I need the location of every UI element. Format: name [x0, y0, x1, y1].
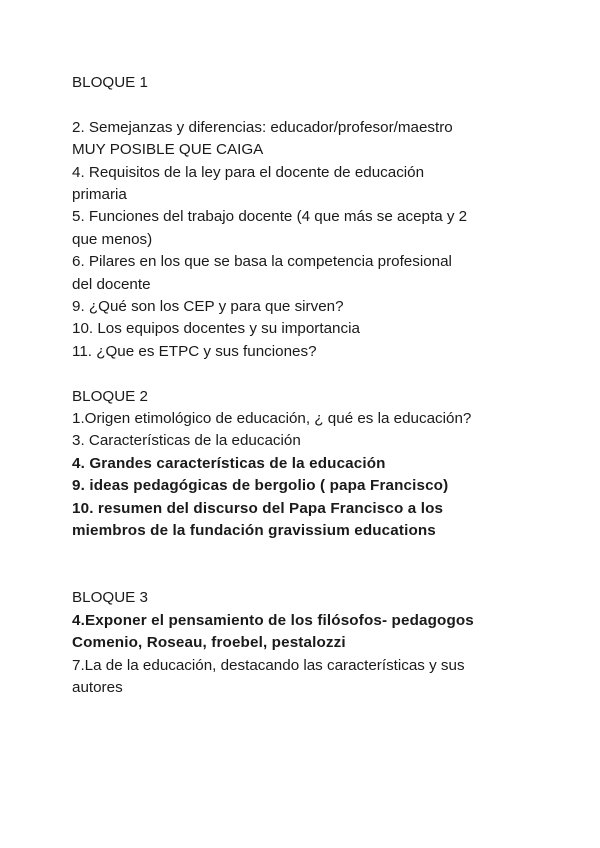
bloque-2-heading: BLOQUE 2: [72, 387, 148, 405]
bloque-2-item-10: 10. resumen del discurso del Papa Francisco a los: [72, 499, 444, 517]
bloque-2-item-4: 4. Grandes características de la educación: [72, 454, 386, 472]
spacer: [72, 543, 542, 588]
bloque-1-note: MUY POSIBLE QUE CAIGA: [72, 141, 264, 159]
bloque-1-item-11: 11. ¿Que es ETPC y sus funciones?: [72, 342, 317, 360]
spacer: [72, 363, 542, 385]
bloque-3-item-7: 7.La de la educación, destacando las características y sus: [72, 656, 465, 674]
bloque-2-item-9: 9. ideas pedagógicas de bergolio ( papa Francisco): [72, 477, 449, 495]
bloque-1-item-6: 6. Pilares en los que se basa la competencia profesional: [72, 253, 452, 271]
bloque-1-item-5-cont: que menos): [72, 230, 153, 248]
bloque-2-item-10-cont: miembros de la fundación gravissium educations: [72, 522, 436, 540]
document-body: [72, 72, 542, 699]
bloque-1-heading: BLOQUE 1: [72, 74, 148, 91]
bloque-2-item-3: 3. Características de la educación: [72, 432, 301, 450]
bloque-1-item-4-cont: primaria: [72, 186, 127, 204]
bloque-1-item-9: 9. ¿Qué son los CEP y para que sirven?: [72, 298, 344, 316]
bloque-1-item-10: 10. Los equipos docentes y su importancia: [72, 320, 360, 338]
bloque-1-section: [72, 72, 542, 363]
bloque-1-item-5: 5. Funciones del trabajo docente (4 que más se acepta y 2: [72, 208, 468, 226]
spacer: [72, 94, 542, 116]
bloque-1-item-6-cont: del docente: [72, 275, 151, 293]
bloque-1-item-4: 4. Requisitos de la ley para el docente de educación: [72, 163, 425, 181]
bloque-3-item-4-cont: Comenio, Roseau, froebel, pestalozzi: [72, 634, 346, 652]
bloque-3-item-4: 4.Exponer el pensamiento de los filósofos- pedagogos: [72, 611, 474, 629]
bloque-3-section: [72, 587, 542, 699]
bloque-2-item-1: 1.Origen etimológico de educación, ¿ qué es la educación?: [72, 410, 472, 428]
bloque-1-item-2: 2. Semejanzas y diferencias: educador/profesor/maestro: [72, 118, 453, 136]
bloque-3-heading: BLOQUE 3: [72, 589, 148, 607]
bloque-3-item-7-cont: autores: [72, 678, 123, 696]
bloque-2-section: [72, 386, 542, 543]
